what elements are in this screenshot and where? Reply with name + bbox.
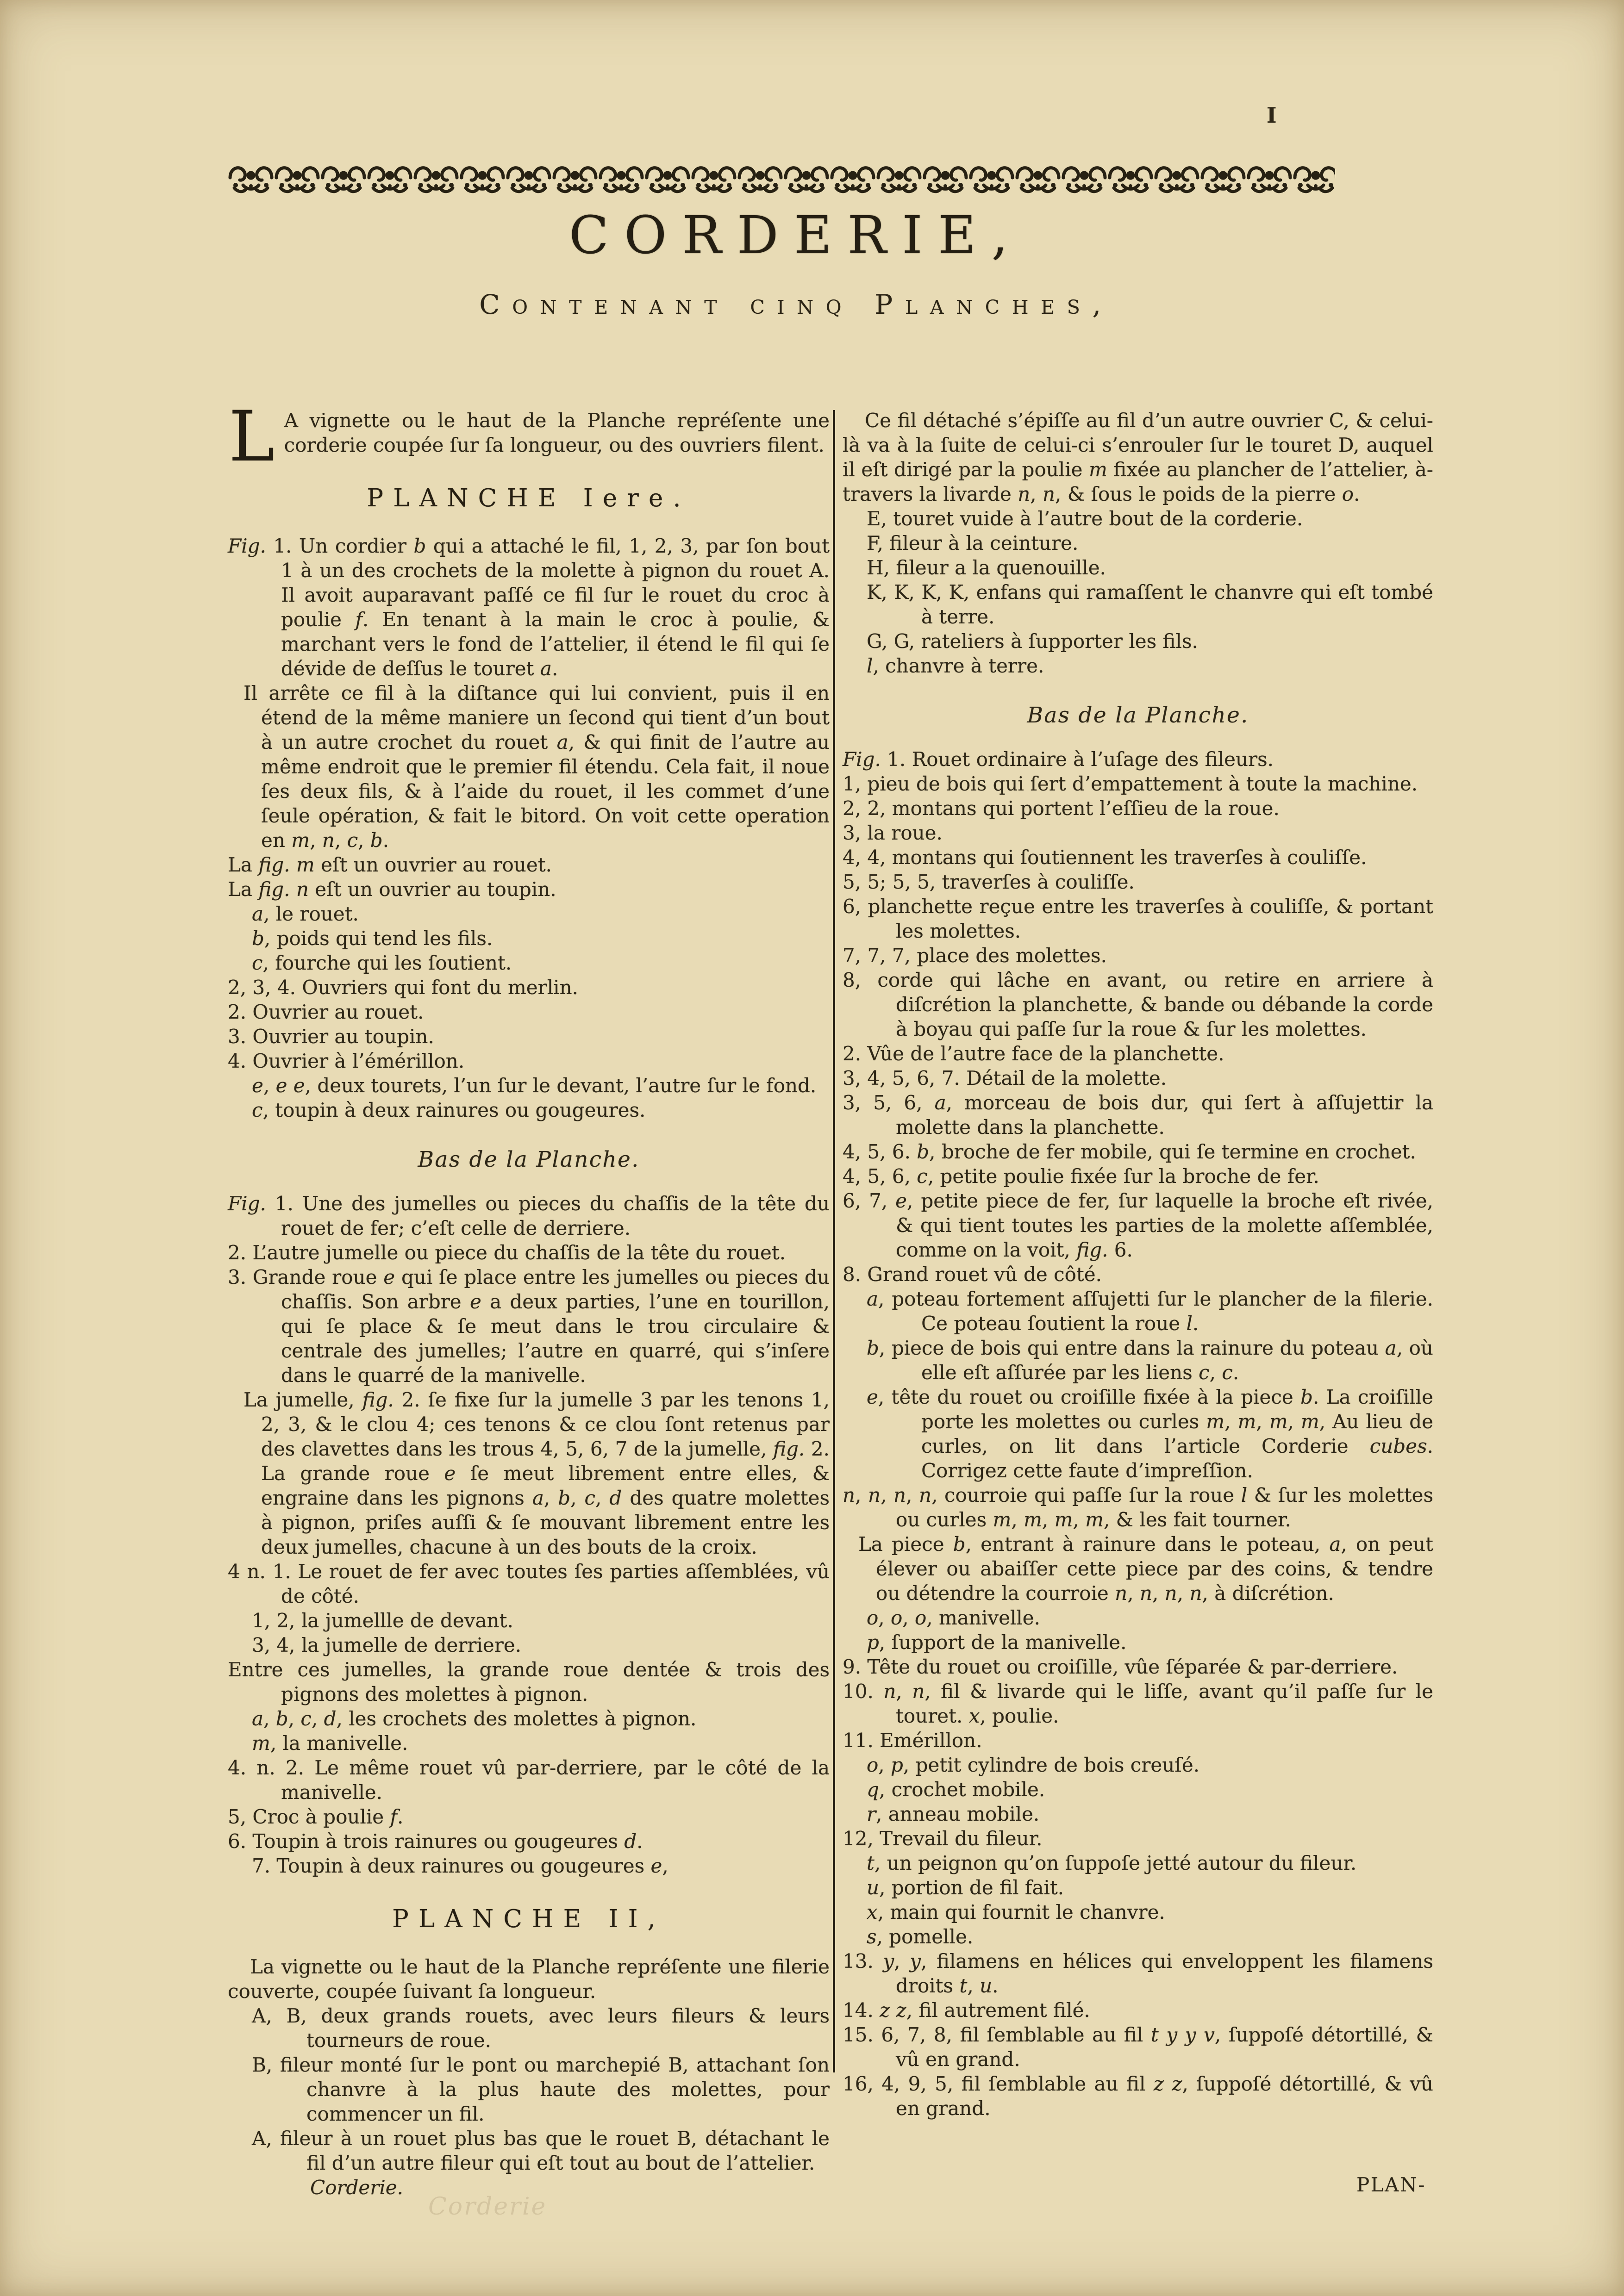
legend-subline: a, poteau fortement aſſujetti ſur le plancher de la filerie. Ce poteau ſoutient la roue l. <box>867 1288 1433 1335</box>
legend-line: 15. 6, 7, 8, fil ſemblable au fil t y y v, ſuppoſé détortillé, & vû en grand. <box>843 2023 1433 2071</box>
legend-line: 8, corde qui lâche en avant, ou retire en arriere à diſcrétion la planchette, & bande ou débande la corde à boyau qui paſſe ſur la roue & ſur les molettes. <box>843 969 1433 1040</box>
legend-subline: x, main qui fournit le chanvre. <box>867 1901 1165 1923</box>
legend-subline: 7. Toupin à deux rainures ou gougeures e, <box>252 1854 668 1877</box>
legend-subline: c, toupin à deux rainures ou gougeures. <box>252 1099 646 1121</box>
legend-line: 4, 5, 6, c, petite poulie fixée ſur la broche de fer. <box>843 1165 1319 1188</box>
legend-subline: b, piece de bois qui entre dans la rainure du poteau a, où elle eſt aſſurée par les liens c, c. <box>867 1337 1433 1384</box>
paragraph: Ce fil détaché s’épiſſe au fil d’un autre ouvrier C, & celui-là va à la ſuite de celui-ci s’enrouler ſur le touret D, auquel il eſt dirigé par la poulie m fixée au plancher de l’attelier, à-travers la livarde n, n, & ſous le poids de la pierre o. <box>843 409 1433 505</box>
legend-subline: a, b, c, d, les crochets des molettes à pignon. <box>252 1707 697 1730</box>
legend-subline: G, G, rateliers à ſupporter les fils. <box>867 630 1198 653</box>
left-column <box>228 397 830 2200</box>
legend-subline: p, ſupport de la manivelle. <box>867 1631 1127 1654</box>
legend-line: Fig. 1. Rouet ordinaire à l’uſage des fileurs. <box>843 748 1274 771</box>
legend-line: 3, 4, 5, 6, 7. Détail de la molette. <box>843 1067 1167 1089</box>
legend-line: 4. n. 2. Le même rouet vû par-derriere, par le côté de la manivelle. <box>228 1756 830 1804</box>
legend-line: 13. y, y, filamens en hélices qui enveloppent les filamens droits t, u. <box>843 1950 1433 1997</box>
right-column <box>843 408 1433 2197</box>
legend-subline: o, p, petit cylindre de bois creuſé. <box>867 1754 1200 1776</box>
legend-line: 16, 4, 9, 5, fil ſemblable au fil z z, ſuppoſé détortillé, & vû en grand. <box>843 2072 1433 2120</box>
legend-subline: 3, 4, la jumelle de derriere. <box>252 1634 522 1656</box>
legend-subline: r, anneau mobile. <box>867 1803 1040 1825</box>
legend-line: Fig. 1. Une des jumelles ou pieces du chaſſis de la tête du rouet de fer; c’eſt celle de derriere. <box>228 1192 830 1239</box>
legend-subline: c, fourche qui les ſoutient. <box>252 952 512 974</box>
legend-subline: a, le rouet. <box>252 902 359 925</box>
paragraph: Il arrête ce fil à la diſtance qui lui convient, puis il en étend de la même maniere un ſecond qui tient d’un bout à un autre crochet du rouet a, & qui finit de l’autre au même endroit que le premier fil étendu. Cela fait, il noue ſes deux fils, & à l’aide du rouet, il les commet d’une ſeule opération, & fait le bitord. On voit cette operation en m, n, c, b. <box>244 682 830 852</box>
article-title: CORDERIE, <box>569 205 1024 266</box>
legend-line: 4, 5, 6. b, broche de fer mobile, qui ſe termine en crochet. <box>843 1140 1416 1163</box>
opening-paragraph: L A vignette ou le haut de la Planche repréſente une corderie coupée ſur ſa longueur, ou des ouvriers filent. <box>229 397 830 477</box>
legend-line: 4, 4, montans qui ſoutiennent les traverſes à couliſſe. <box>843 846 1367 869</box>
section-heading: Bas de la Planche. <box>1027 703 1249 728</box>
catchword: PLAN- <box>1356 2173 1426 2196</box>
legend-line: 6. Toupin à trois rainures ou gougeures d. <box>228 1830 643 1853</box>
legend-subline: 1, 2, la jumellle de devant. <box>252 1609 513 1632</box>
legend-line: 5, Croc à poulie f. <box>228 1805 404 1828</box>
legend-line: La fig. n eſt un ouvrier au toupin. <box>228 878 556 901</box>
legend-line: 10. n, n, fil & livarde qui le liſſe, avant qu’il paſſe ſur le touret. x, poulie. <box>843 1680 1434 1727</box>
legend-line: 5, 5; 5, 5, traverſes à couliſſe. <box>843 871 1135 893</box>
legend-subline: b, poids qui tend les fils. <box>252 927 493 950</box>
legend-subline: o, o, o, manivelle. <box>867 1606 1041 1629</box>
legend-line: 2. Ouvrier au rouet. <box>228 1001 424 1023</box>
legend-subline: A, fileur à un rouet plus bas que le rouet B, détachant le fil d’un autre fileur qui eſt tout au bout de l’attelier. <box>252 2127 830 2174</box>
legend-line: 4 n. 1. Le rouet de fer avec toutes ſes parties aſſemblées, vû de côté. <box>228 1560 830 1607</box>
legend-subline: B, fileur monté ſur le pont ou marchepié B, attachant ſon chanvre à la plus haute des molettes, pour commencer un fil. <box>252 2053 830 2125</box>
legend-line: n, n, n, n, courroie qui paſſe ſur la roue l & ſur les molettes ou curles m, m, m, m, & les fait tourner. <box>843 1484 1433 1531</box>
legend-line: 3, 5, 6, a, morceau de bois dur, qui ſert à aſſujettir la molette dans la planchette. <box>843 1091 1433 1139</box>
legend-subline: m, la manivelle. <box>252 1732 408 1755</box>
signature-line: Corderie. <box>310 2176 403 2199</box>
legend-subline: s, pomelle. <box>867 1925 974 1948</box>
legend-subline: t, un peignon qu’on ſuppoſe jetté autour du fileur. <box>867 1852 1357 1874</box>
legend-line: Entre ces jumelles, la grande roue dentée & trois des pignons des molettes à pignon. <box>228 1658 830 1705</box>
legend-line: 2, 2, montans qui portent l’eſſieu de la roue. <box>843 797 1280 820</box>
legend-subline: q, crochet mobile. <box>867 1778 1045 1801</box>
drop-cap: L <box>229 397 275 477</box>
legend-subline: l, chanvre à terre. <box>867 654 1044 677</box>
legend-subline: u, portion de fil fait. <box>867 1876 1064 1899</box>
legend-line: 6, 7, e, petite piece de fer, ſur laquelle la broche eſt rivée, & qui tient toutes les parties de la molette aſſemblée, comme on la voit, fig. 6. <box>843 1189 1433 1261</box>
legend-subline: H, fileur a la quenouille. <box>867 556 1106 579</box>
legend-subline: e, tête du rouet ou croiſille fixée à la piece b. La croiſille porte les molettes ou curles m, m, m, m, Au lieu de curles, on lit dans l’article Corderie cubes. Corrigez cette faute d’impreſſion. <box>867 1386 1434 1482</box>
paragraph: La piece b, entrant à rainure dans le poteau, a, on peut élever ou abaiſſer cette piece par des coins, & tendre ou détendre la courroie n, n, n, n, à diſcrétion. <box>858 1533 1434 1605</box>
plate-heading: PLANCHE II, <box>392 1905 665 1933</box>
plate-heading: PLANCHE Iere. <box>367 484 691 512</box>
section-heading: Bas de la Planche. <box>418 1147 640 1172</box>
legend-line: 3. Grande roue e qui ſe place entre les jumelles ou pieces du chaſſis. Son arbre e a deux parties, l’une en tourillon, qui ſe place & ſe meut dans le trou circulaire & centrale des jumelles; l’autre en quarré, qui s’inſere dans le quarré de la manivelle. <box>228 1266 830 1387</box>
legend-line: 2, 3, 4. Ouvriers qui font du merlin. <box>228 976 578 999</box>
legend-line: Fig. 1. Un cordier b qui a attaché le fil, 1, 2, 3, par ſon bout 1 à un des crochets de la molette à pignon du rouet A. Il avoit auparavant paſſé ce fil ſur le rouet du croc à poulie f. En tenant à la main le croc à poulie, & marchant vers le fond de l’attelier, il étend le fil qui ſe dévide de deſſus le touret a. <box>228 535 830 680</box>
legend-line: 3, la roue. <box>843 821 943 844</box>
legend-line: 7, 7, 7, place des molettes. <box>843 944 1107 967</box>
legend-line: 12, Trevail du fileur. <box>843 1827 1043 1850</box>
column-divider <box>833 410 835 2072</box>
legend-subline: K, K, K, K, enfans qui ramaſſent le chanvre qui eſt tombé à terre. <box>867 581 1433 628</box>
paragraph: La jumelle, fig. 2. ſe fixe ſur la jumelle 3 par les tenons 1, 2, 3, & le clou 4; ces tenons & ce clou ſont retenus par des clavettes dans les trous 4, 5, 6, 7 de la jumelle, fig. 2. La grande roue e ſe meut librement entre elles, & engraine dans les pignons a, b, c, d des quatre molettes à pignon, priſes auſſi & ſe mouvant librement entre les deux jumelles, chacune à un des bouts de la croix. <box>244 1388 830 1558</box>
legend-line: 14. z z, fil autrement filé. <box>843 1999 1090 2022</box>
legend-subline: F, fileur à la ceinture. <box>867 532 1079 554</box>
legend-line: 9. Tête du rouet ou croiſille, vûe ſéparée & par-derriere. <box>843 1655 1398 1678</box>
legend-line: 6, planchette reçue entre les traverſes à couliſſe, & portant les molettes. <box>843 895 1433 942</box>
show-through-text: Corderie <box>428 2193 547 2221</box>
legend-line: 1, pieu de bois qui ſert d’empattement à toute la machine. <box>843 772 1418 795</box>
legend-line: 4. Ouvrier à l’émérillon. <box>228 1050 465 1072</box>
legend-line: 3. Ouvrier au toupin. <box>228 1025 434 1048</box>
article-subtitle: Contenant cinq Planches, <box>479 289 1113 320</box>
legend-line: 2. Vûe de l’autre face de la planchette. <box>843 1042 1224 1065</box>
paragraph: La vignette ou le haut de la Planche repréſente une filerie couverte, coupée ſuivant ſa longueur. <box>228 1955 830 2003</box>
legend-line: 8. Grand rouet vû de côté. <box>843 1263 1102 1286</box>
page-number: I <box>1267 103 1277 128</box>
legend-subline: A, B, deux grands rouets, avec leurs fileurs & leurs tourneurs de roue. <box>252 2004 830 2052</box>
legend-subline: E, touret vuide à l’autre bout de la corderie. <box>867 507 1303 530</box>
legend-line: La fig. m eſt un ouvrier au rouet. <box>228 853 552 876</box>
legend-subline: e, e e, deux tourets, l’un ſur le devant, l’autre ſur le fond. <box>252 1074 817 1097</box>
legend-line: 11. Emérillon. <box>843 1729 982 1752</box>
legend-line: 2. L’autre jumelle ou piece du chaſſis de la tête du rouet. <box>228 1241 786 1264</box>
ornament-band <box>228 160 1335 196</box>
